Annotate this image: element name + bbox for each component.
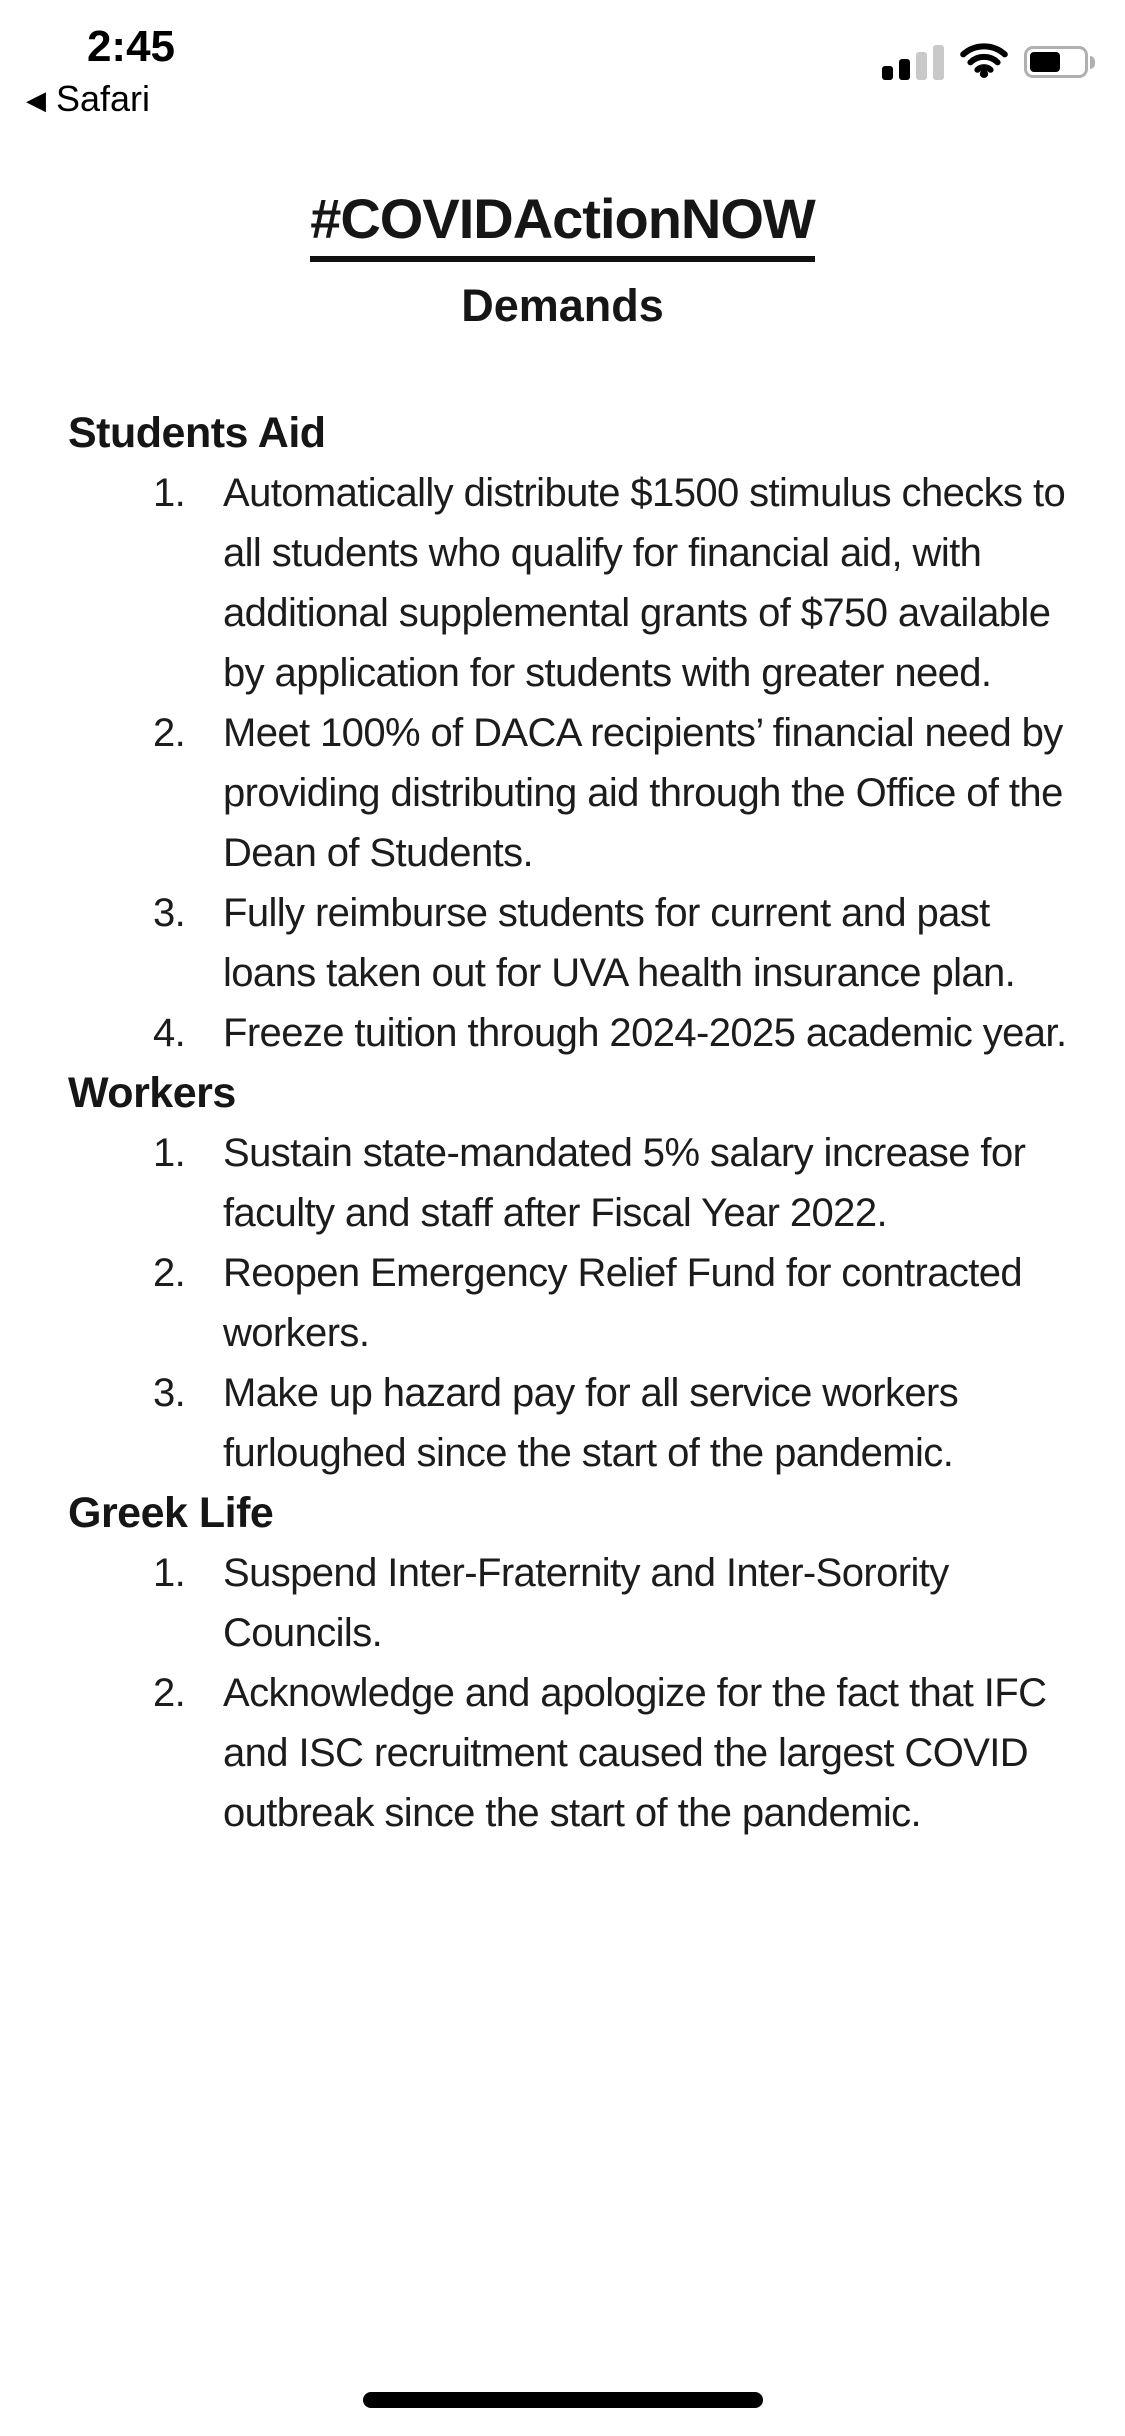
list-item-text: Suspend Inter-Fraternity and Inter-Sorority Councils. [223,1551,949,1655]
list-item-number: 1. [153,1131,186,1175]
list-item-number: 3. [153,891,186,935]
list-item [153,1123,1075,1243]
section-list [0,463,1125,1063]
list-item-number: 1. [153,1551,186,1595]
section-list [0,1123,1125,1483]
document-sections [0,403,1125,1843]
list-item-text: Meet 100% of DACA recipients’ financial need by providing distributing aid through the Office of the Dean of Students. [223,711,1063,875]
back-triangle-icon: ◀ [26,85,46,115]
signal-bar [899,59,910,80]
list-item-text: Automatically distribute $1500 stimulus checks to all students who qualify for financial aid, with additional supplemental grants of $750 available by application for students with greater need. [223,471,1066,695]
signal-bar [916,52,927,80]
list-item [153,883,1075,1003]
list-item [153,1543,1075,1663]
list-item-text: Sustain state-mandated 5% salary increase for faculty and staff after Fiscal Year 2022. [223,1131,1026,1235]
list-item [153,1243,1075,1363]
section-heading: Greek Life [68,1489,274,1537]
list-item-text: Fully reimburse students for current and past loans taken out for UVA health insurance plan. [223,891,1016,995]
section-heading: Workers [68,1069,236,1117]
list-item-number: 2. [153,1671,186,1715]
section-heading: Students Aid [68,409,326,457]
list-item-text: Make up hazard pay for all service workers furloughed since the start of the pandemic. [223,1371,959,1475]
signal-bar [933,45,944,80]
status-time: 2:45 [86,22,176,71]
back-app-label: Safari [56,78,151,119]
battery-tip [1090,56,1095,69]
list-item-text: Acknowledge and apologize for the fact that IFC and ISC recruitment caused the largest COVID outbreak since the start of the pandemic. [223,1671,1047,1835]
list-item-text: Reopen Emergency Relief Fund for contracted workers. [223,1251,1023,1355]
signal-bar [882,66,893,80]
title-wrap [0,186,1125,262]
list-item [153,1363,1075,1483]
section-list [0,1543,1125,1843]
battery-icon [1024,46,1095,78]
list-item [153,1003,1075,1063]
list-item-text: Freeze tuition through 2024-2025 academic year. [223,1011,1067,1055]
list-item-number: 2. [153,1251,186,1295]
home-indicator[interactable] [363,2392,763,2408]
list-item-number: 4. [153,1011,186,1055]
page-subtitle: Demands [461,280,664,331]
wifi-icon [960,42,1008,83]
status-icons [882,42,1095,82]
list-item-number: 3. [153,1371,186,1415]
back-to-safari-button[interactable] [26,78,150,120]
battery-fill [1030,52,1060,72]
list-item-number: 2. [153,711,186,755]
list-item [153,703,1075,883]
document-body [0,186,1125,1843]
list-item [153,463,1075,703]
cellular-signal-icon [882,44,944,80]
list-item-number: 1. [153,471,186,515]
battery-body [1024,46,1088,78]
list-item [153,1663,1075,1843]
page-title: #COVIDActionNOW [310,186,815,262]
